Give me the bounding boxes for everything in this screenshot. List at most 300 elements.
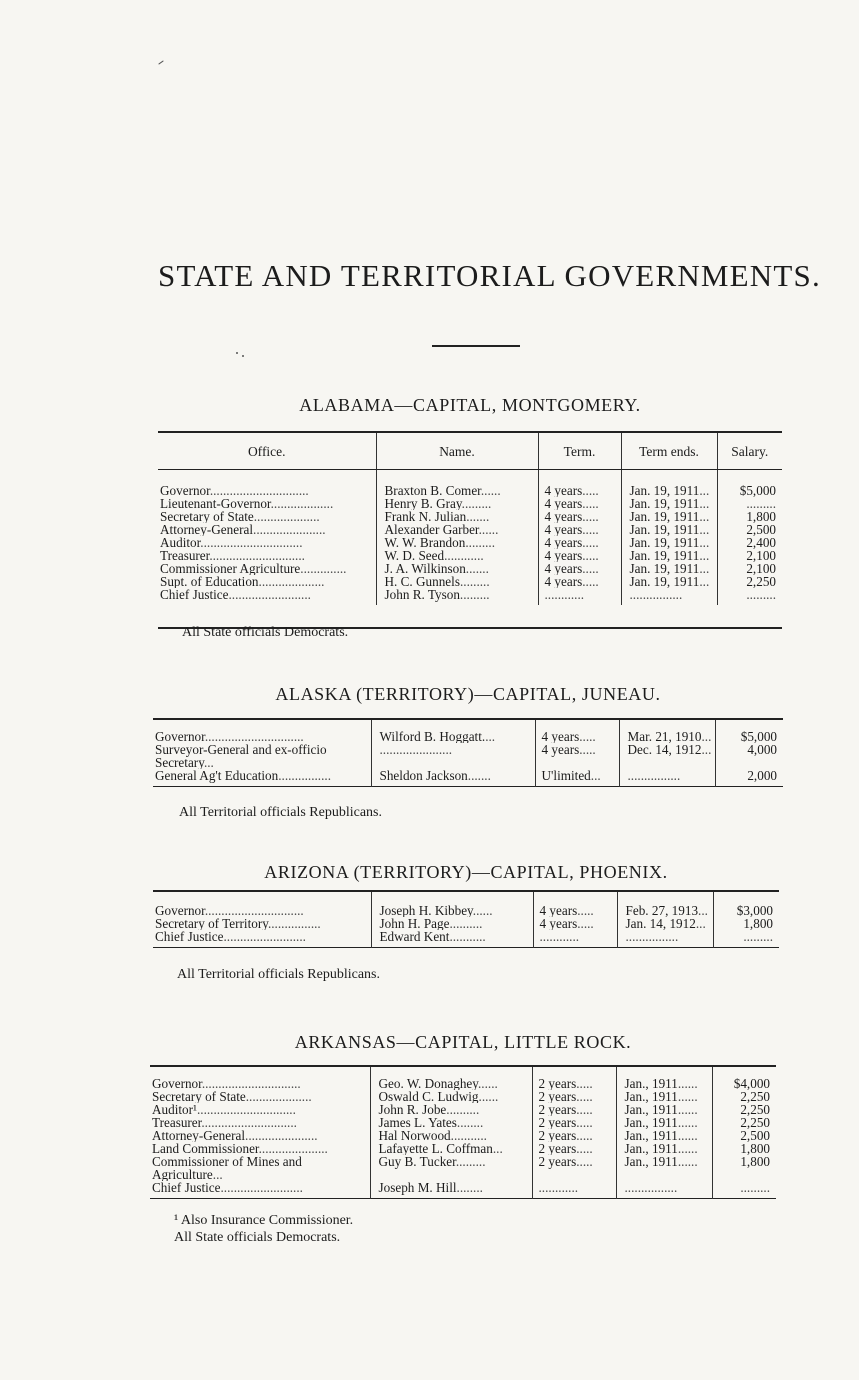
leader-dots: ......... (740, 1181, 770, 1195)
cell-office (153, 769, 371, 787)
section-heading: ALABAMA—CAPITAL, MONTGOMERY. (299, 395, 641, 415)
column-header-name: Name. (376, 432, 538, 470)
cell-name (371, 917, 533, 930)
office-text: Governor (155, 903, 205, 917)
salary-text: 2,400 (746, 536, 776, 549)
column-header-salary: Salary. (717, 432, 782, 470)
leader-dots: ......... (465, 536, 496, 549)
leader-dots: .................... (253, 510, 320, 523)
leader-dots: .......... (449, 917, 483, 930)
table-row (150, 1090, 776, 1103)
ends-text: Jan. 19, 1911 (629, 523, 700, 536)
table-row (158, 562, 782, 575)
leader-dots: ......... (461, 497, 492, 510)
term-text: 4 years (544, 536, 583, 549)
cell-ends (621, 470, 717, 498)
name-text: Braxton B. Comer (384, 483, 481, 497)
salary-text: 2,250 (740, 1116, 770, 1129)
cell-office (158, 510, 376, 523)
office-text: Governor (155, 729, 205, 743)
leader-dots: ... (699, 510, 710, 523)
table-row (158, 549, 782, 562)
section-heading: ARIZONA (TERRITORY)—CAPITAL, PHOENIX. (264, 862, 668, 882)
leader-dots: .......... (446, 1103, 480, 1116)
office-text: Governor (160, 483, 210, 497)
salary-text: 2,000 (747, 769, 777, 783)
leader-dots: ... (212, 1167, 223, 1181)
ends-text: Jan. 19, 1911 (629, 510, 700, 523)
section-arkansas (150, 1032, 776, 1252)
cell-name (376, 523, 538, 536)
cell-office (153, 719, 371, 743)
cell-salary (713, 930, 779, 948)
cell-salary (712, 1090, 776, 1103)
leader-dots: ..... (582, 523, 599, 536)
leader-dots: ...... (478, 1090, 499, 1103)
cell-name (370, 1181, 532, 1199)
name-text: Geo. W. Donaghey (378, 1076, 478, 1090)
ends-text: Jan. 19, 1911 (629, 549, 700, 562)
leader-dots: ........... (449, 930, 486, 944)
table-row (153, 917, 779, 930)
cell-ends (621, 562, 717, 575)
leader-dots: ... (699, 575, 710, 588)
leader-dots: ............................. (201, 1116, 297, 1129)
leader-dots: ... (698, 903, 708, 917)
leader-dots: .................... (245, 1090, 312, 1103)
cell-term (538, 497, 621, 510)
cell-name (376, 536, 538, 549)
ends-text: Jan. 19, 1911 (629, 497, 700, 510)
cell-office (153, 930, 371, 948)
cell-office (158, 588, 376, 605)
leader-dots: ..... (582, 562, 599, 575)
cell-office (150, 1066, 370, 1090)
leader-dots: ............ (538, 1181, 579, 1195)
name-text: Oswald C. Ludwig (378, 1090, 479, 1103)
section-heading: ALASKA (TERRITORY)—CAPITAL, JUNEAU. (275, 684, 661, 704)
leader-dots: ...... (677, 1103, 698, 1116)
leader-dots: ................... (270, 497, 334, 510)
salary-text: 2,500 (746, 523, 776, 536)
officials-table (158, 431, 782, 605)
leader-dots: .............................. (209, 483, 309, 497)
table-row (150, 1181, 776, 1199)
table-row (158, 588, 782, 605)
leader-dots: ..... (576, 1076, 593, 1090)
cell-ends (621, 588, 717, 605)
leader-dots: ... (699, 549, 710, 562)
cell-ends (619, 719, 715, 743)
cell-salary (712, 1066, 776, 1090)
salary-text: 4,000 (747, 743, 777, 757)
name-text: James L. Yates (378, 1116, 457, 1129)
cell-salary (717, 510, 782, 523)
salary-text: 2,250 (740, 1103, 770, 1116)
leader-dots: ... (699, 497, 710, 510)
term-text: 2 years (538, 1076, 577, 1090)
cell-office (158, 470, 376, 498)
cell-office (150, 1103, 370, 1116)
cell-name (376, 588, 538, 605)
leader-dots: ...................... (245, 1129, 318, 1142)
leader-dots: ..... (576, 1090, 593, 1103)
cell-name (376, 510, 538, 523)
term-text: 4 years (541, 729, 580, 743)
leader-dots: .............................. (196, 1103, 296, 1116)
office-text: Commissioner Agriculture (160, 562, 301, 575)
table-row (150, 1103, 776, 1116)
leader-dots: ..... (582, 536, 599, 549)
column-header-term-ends: Term ends. (621, 432, 717, 470)
cell-salary (717, 536, 782, 549)
leader-dots: ......... (455, 1155, 486, 1169)
cell-office (150, 1155, 370, 1181)
cell-ends (616, 1116, 712, 1129)
leader-dots: ..... (576, 1116, 593, 1129)
leader-dots: ...................... (379, 743, 453, 757)
term-text: 2 years (538, 1116, 577, 1129)
cell-ends (617, 917, 713, 930)
leader-dots: ....... (465, 562, 489, 575)
name-text: W. W. Brandon (384, 536, 466, 549)
table-row (153, 891, 779, 917)
cell-salary (717, 523, 782, 536)
salary-text: $5,000 (739, 483, 776, 497)
leader-dots: ............................. (209, 549, 305, 562)
leader-dots: ..... (576, 1103, 593, 1116)
cell-term (535, 743, 619, 769)
column-header-office: Office. (158, 432, 376, 470)
cell-salary (717, 562, 782, 575)
cell-term (532, 1103, 616, 1116)
leader-dots: ..... (582, 510, 599, 523)
cell-ends (619, 769, 715, 787)
cell-salary (712, 1129, 776, 1142)
leader-dots: ..... (577, 917, 594, 930)
ends-text: Jan. 19, 1911 (629, 575, 700, 588)
cell-office (150, 1129, 370, 1142)
term-text: 2 years (538, 1103, 577, 1116)
cell-name (370, 1129, 532, 1142)
officials-table (153, 890, 779, 948)
cell-ends (619, 743, 715, 769)
leader-dots: ..... (582, 549, 599, 562)
cell-office (150, 1090, 370, 1103)
cell-term (533, 917, 617, 930)
office-text: Auditor¹ (152, 1103, 197, 1116)
leader-dots: .............. (300, 562, 347, 575)
cell-office (150, 1116, 370, 1129)
ends-text: Dec. 14, 1912 (627, 743, 702, 757)
table-row (158, 536, 782, 549)
cell-ends (616, 1090, 712, 1103)
leader-dots: ................ (267, 917, 321, 930)
cell-salary (715, 743, 783, 769)
leader-dots: ..... (582, 497, 599, 510)
ends-text: Jan. 14, 1912 (625, 917, 696, 930)
section-alabama (158, 395, 782, 655)
cell-term (538, 510, 621, 523)
cell-term (538, 588, 621, 605)
cell-term (538, 549, 621, 562)
name-text: Edward Kent (379, 930, 450, 944)
leader-dots: ..... (582, 575, 599, 588)
cell-term (532, 1155, 616, 1181)
cell-name (376, 562, 538, 575)
section-heading: ARKANSAS—CAPITAL, LITTLE ROCK. (294, 1032, 632, 1052)
leader-dots: ........ (456, 1116, 484, 1129)
ends-text: Jan., 1911 (624, 1116, 678, 1129)
cell-salary (717, 549, 782, 562)
leader-dots: ... (701, 729, 712, 743)
leader-dots: ......................... (220, 1181, 303, 1195)
salary-text: 1,800 (743, 917, 773, 930)
name-text: Hal Norwood (378, 1129, 451, 1142)
leader-dots: ................ (625, 930, 679, 944)
cell-name (370, 1116, 532, 1129)
leader-dots: ....... (467, 769, 491, 783)
leader-dots: ........ (456, 1181, 483, 1195)
office-text: Surveyor-General and ex-officio Secretary (155, 743, 327, 769)
cell-salary (712, 1181, 776, 1199)
name-text: Lafayette L. Coffman (378, 1142, 493, 1155)
office-text: Chief Justice (155, 930, 224, 944)
salary-text: 2,100 (746, 549, 776, 562)
cell-ends (616, 1066, 712, 1090)
page-title: STATE AND TERRITORIAL GOVERNMENTS. (158, 258, 821, 293)
leader-dots: ...... (480, 483, 501, 497)
cell-office (153, 743, 371, 769)
leader-dots: ............ (539, 930, 580, 944)
cell-ends (617, 891, 713, 917)
ends-text: Jan. 19, 1911 (629, 562, 700, 575)
table-row (158, 575, 782, 588)
cell-name (376, 575, 538, 588)
cell-term (532, 1090, 616, 1103)
ends-text: Mar. 21, 1910 (627, 729, 702, 743)
party-note: All Territorial officials Republicans. (177, 967, 381, 982)
leader-dots: ............................... (200, 536, 303, 549)
office-text: General Ag't Education (155, 769, 279, 783)
cell-office (153, 917, 371, 930)
term-text: 2 years (538, 1142, 577, 1155)
name-text: J. A. Wilkinson (384, 562, 466, 575)
salary-text: 2,500 (740, 1129, 770, 1142)
officials-table (150, 1065, 776, 1199)
cell-salary (712, 1155, 776, 1181)
salary-text: 1,800 (746, 510, 776, 523)
leader-dots: ......... (459, 588, 490, 602)
office-text: Treasurer (152, 1116, 202, 1129)
party-note: All Territorial officials Republicans. (179, 805, 383, 820)
cell-salary (712, 1142, 776, 1155)
leader-dots: ..... (579, 743, 596, 757)
cell-term (533, 891, 617, 917)
cell-term (535, 769, 619, 787)
salary-text: 2,100 (746, 562, 776, 575)
cell-name (371, 719, 535, 743)
leader-dots: ........... (450, 1129, 487, 1142)
leader-dots: ....... (466, 510, 490, 523)
cell-ends (616, 1103, 712, 1116)
cell-name (376, 470, 538, 498)
office-text: Attorney-General (160, 523, 254, 536)
cell-name (370, 1103, 532, 1116)
cell-ends (621, 523, 717, 536)
name-text: Henry B. Gray (384, 497, 462, 510)
leader-dots: ............ (444, 549, 484, 562)
leader-dots: ... (699, 562, 710, 575)
cell-ends (616, 1155, 712, 1181)
term-text: 2 years (538, 1155, 577, 1169)
leader-dots: ..... (579, 729, 596, 743)
leader-dots: .............................. (201, 1076, 301, 1090)
cell-ends (617, 930, 713, 948)
name-text: Alexander Garber (384, 523, 479, 536)
cell-office (158, 575, 376, 588)
leader-dots: ...... (478, 1076, 498, 1090)
cell-salary (717, 497, 782, 510)
term-text: 4 years (544, 575, 583, 588)
office-text: Attorney-General (152, 1129, 246, 1142)
cell-name (370, 1142, 532, 1155)
cell-salary (713, 891, 779, 917)
leader-dots: ..................... (258, 1142, 328, 1155)
cell-salary (712, 1116, 776, 1129)
leader-dots: ...... (677, 1116, 698, 1129)
term-text: 4 years (539, 903, 578, 917)
cell-term (532, 1066, 616, 1090)
cell-term (538, 562, 621, 575)
table-row (150, 1129, 776, 1142)
leader-dots: ... (699, 536, 710, 549)
leader-dots: ......................... (228, 588, 311, 602)
cell-ends (621, 575, 717, 588)
cell-ends (616, 1181, 712, 1199)
term-text: 2 years (538, 1090, 577, 1103)
cell-term (535, 719, 619, 743)
office-text: Land Commissioner (152, 1142, 259, 1155)
term-text: 4 years (544, 562, 583, 575)
cell-name (371, 769, 535, 787)
leader-dots: ..... (576, 1155, 593, 1169)
ends-text: Jan. 19, 1911 (629, 536, 700, 549)
ends-text: Jan., 1911 (624, 1129, 678, 1142)
leader-dots: ... (203, 755, 214, 769)
table-row (150, 1155, 776, 1181)
cell-ends (621, 497, 717, 510)
leader-dots: ... (492, 1142, 503, 1155)
cell-term (532, 1181, 616, 1199)
cell-term (538, 470, 621, 498)
leader-dots: ......... (743, 930, 773, 944)
cell-name (371, 891, 533, 917)
leader-dots: ...... (472, 903, 493, 917)
leader-dots: ......................... (223, 930, 306, 944)
leader-dots: ..... (577, 903, 594, 917)
office-text: Governor (152, 1076, 202, 1090)
cell-salary (717, 470, 782, 498)
table-row (153, 930, 779, 948)
cell-office (158, 497, 376, 510)
leader-dots: ................ (627, 769, 681, 783)
ends-text: Jan., 1911 (624, 1090, 678, 1103)
leader-dots: ................ (278, 769, 331, 783)
section-alaska (153, 684, 783, 824)
ends-text: Jan., 1911 (624, 1103, 678, 1116)
column-header-term: Term. (538, 432, 621, 470)
leader-dots: .............................. (204, 903, 304, 917)
name-text: Frank N. Julian (384, 510, 467, 523)
office-text: Supt. of Education (160, 575, 259, 588)
cell-term (538, 575, 621, 588)
name-text: John R. Tyson (384, 588, 460, 602)
name-text: Guy B. Tucker (378, 1155, 456, 1169)
salary-text: $3,000 (736, 903, 773, 917)
cell-term (538, 536, 621, 549)
leader-dots: ............ (544, 588, 585, 602)
cell-office (150, 1181, 370, 1199)
leader-dots: ......... (459, 575, 490, 588)
leader-dots: ..... (582, 483, 599, 497)
office-text: Commissioner of Mines and Agriculture (152, 1155, 302, 1181)
cell-office (158, 562, 376, 575)
term-text: 4 years (544, 497, 583, 510)
leader-dots: ... (695, 917, 706, 930)
table-row (158, 510, 782, 523)
leader-dots: ......... (746, 588, 776, 602)
table-header-row (158, 432, 782, 470)
name-text: Joseph H. Kibbey (379, 903, 473, 917)
cell-ends (616, 1142, 712, 1155)
term-text: U'limited (541, 769, 591, 783)
table-row (153, 719, 783, 743)
cell-office (158, 523, 376, 536)
table-row (158, 497, 782, 510)
office-text: Chief Justice (152, 1181, 221, 1195)
cell-salary (717, 588, 782, 605)
office-text: Secretary of State (160, 510, 254, 523)
leader-dots: ...... (677, 1076, 698, 1090)
salary-text: $4,000 (733, 1076, 770, 1090)
cell-salary (712, 1103, 776, 1116)
table-row (158, 470, 782, 498)
leader-dots: ..... (576, 1129, 593, 1142)
cell-office (158, 536, 376, 549)
salary-text: 1,800 (740, 1155, 770, 1169)
name-text: John R. Jobe (378, 1103, 447, 1116)
office-text: Lieutenant-Governor (160, 497, 271, 510)
leader-dots: ...... (677, 1129, 698, 1142)
cell-ends (621, 549, 717, 562)
leader-dots: ................ (629, 588, 683, 602)
term-text: 4 years (544, 523, 583, 536)
ends-text: Jan., 1911 (624, 1155, 678, 1169)
cell-term (532, 1142, 616, 1155)
term-text: 4 years (541, 743, 580, 757)
office-text: Secretary of State (152, 1090, 246, 1103)
cell-name (370, 1090, 532, 1103)
leader-dots: ...... (478, 523, 499, 536)
cell-name (371, 930, 533, 948)
office-text: Auditor (160, 536, 201, 549)
cell-name (376, 549, 538, 562)
cell-office (158, 549, 376, 562)
cell-term (532, 1116, 616, 1129)
cell-ends (621, 536, 717, 549)
office-text: Treasurer (160, 549, 210, 562)
